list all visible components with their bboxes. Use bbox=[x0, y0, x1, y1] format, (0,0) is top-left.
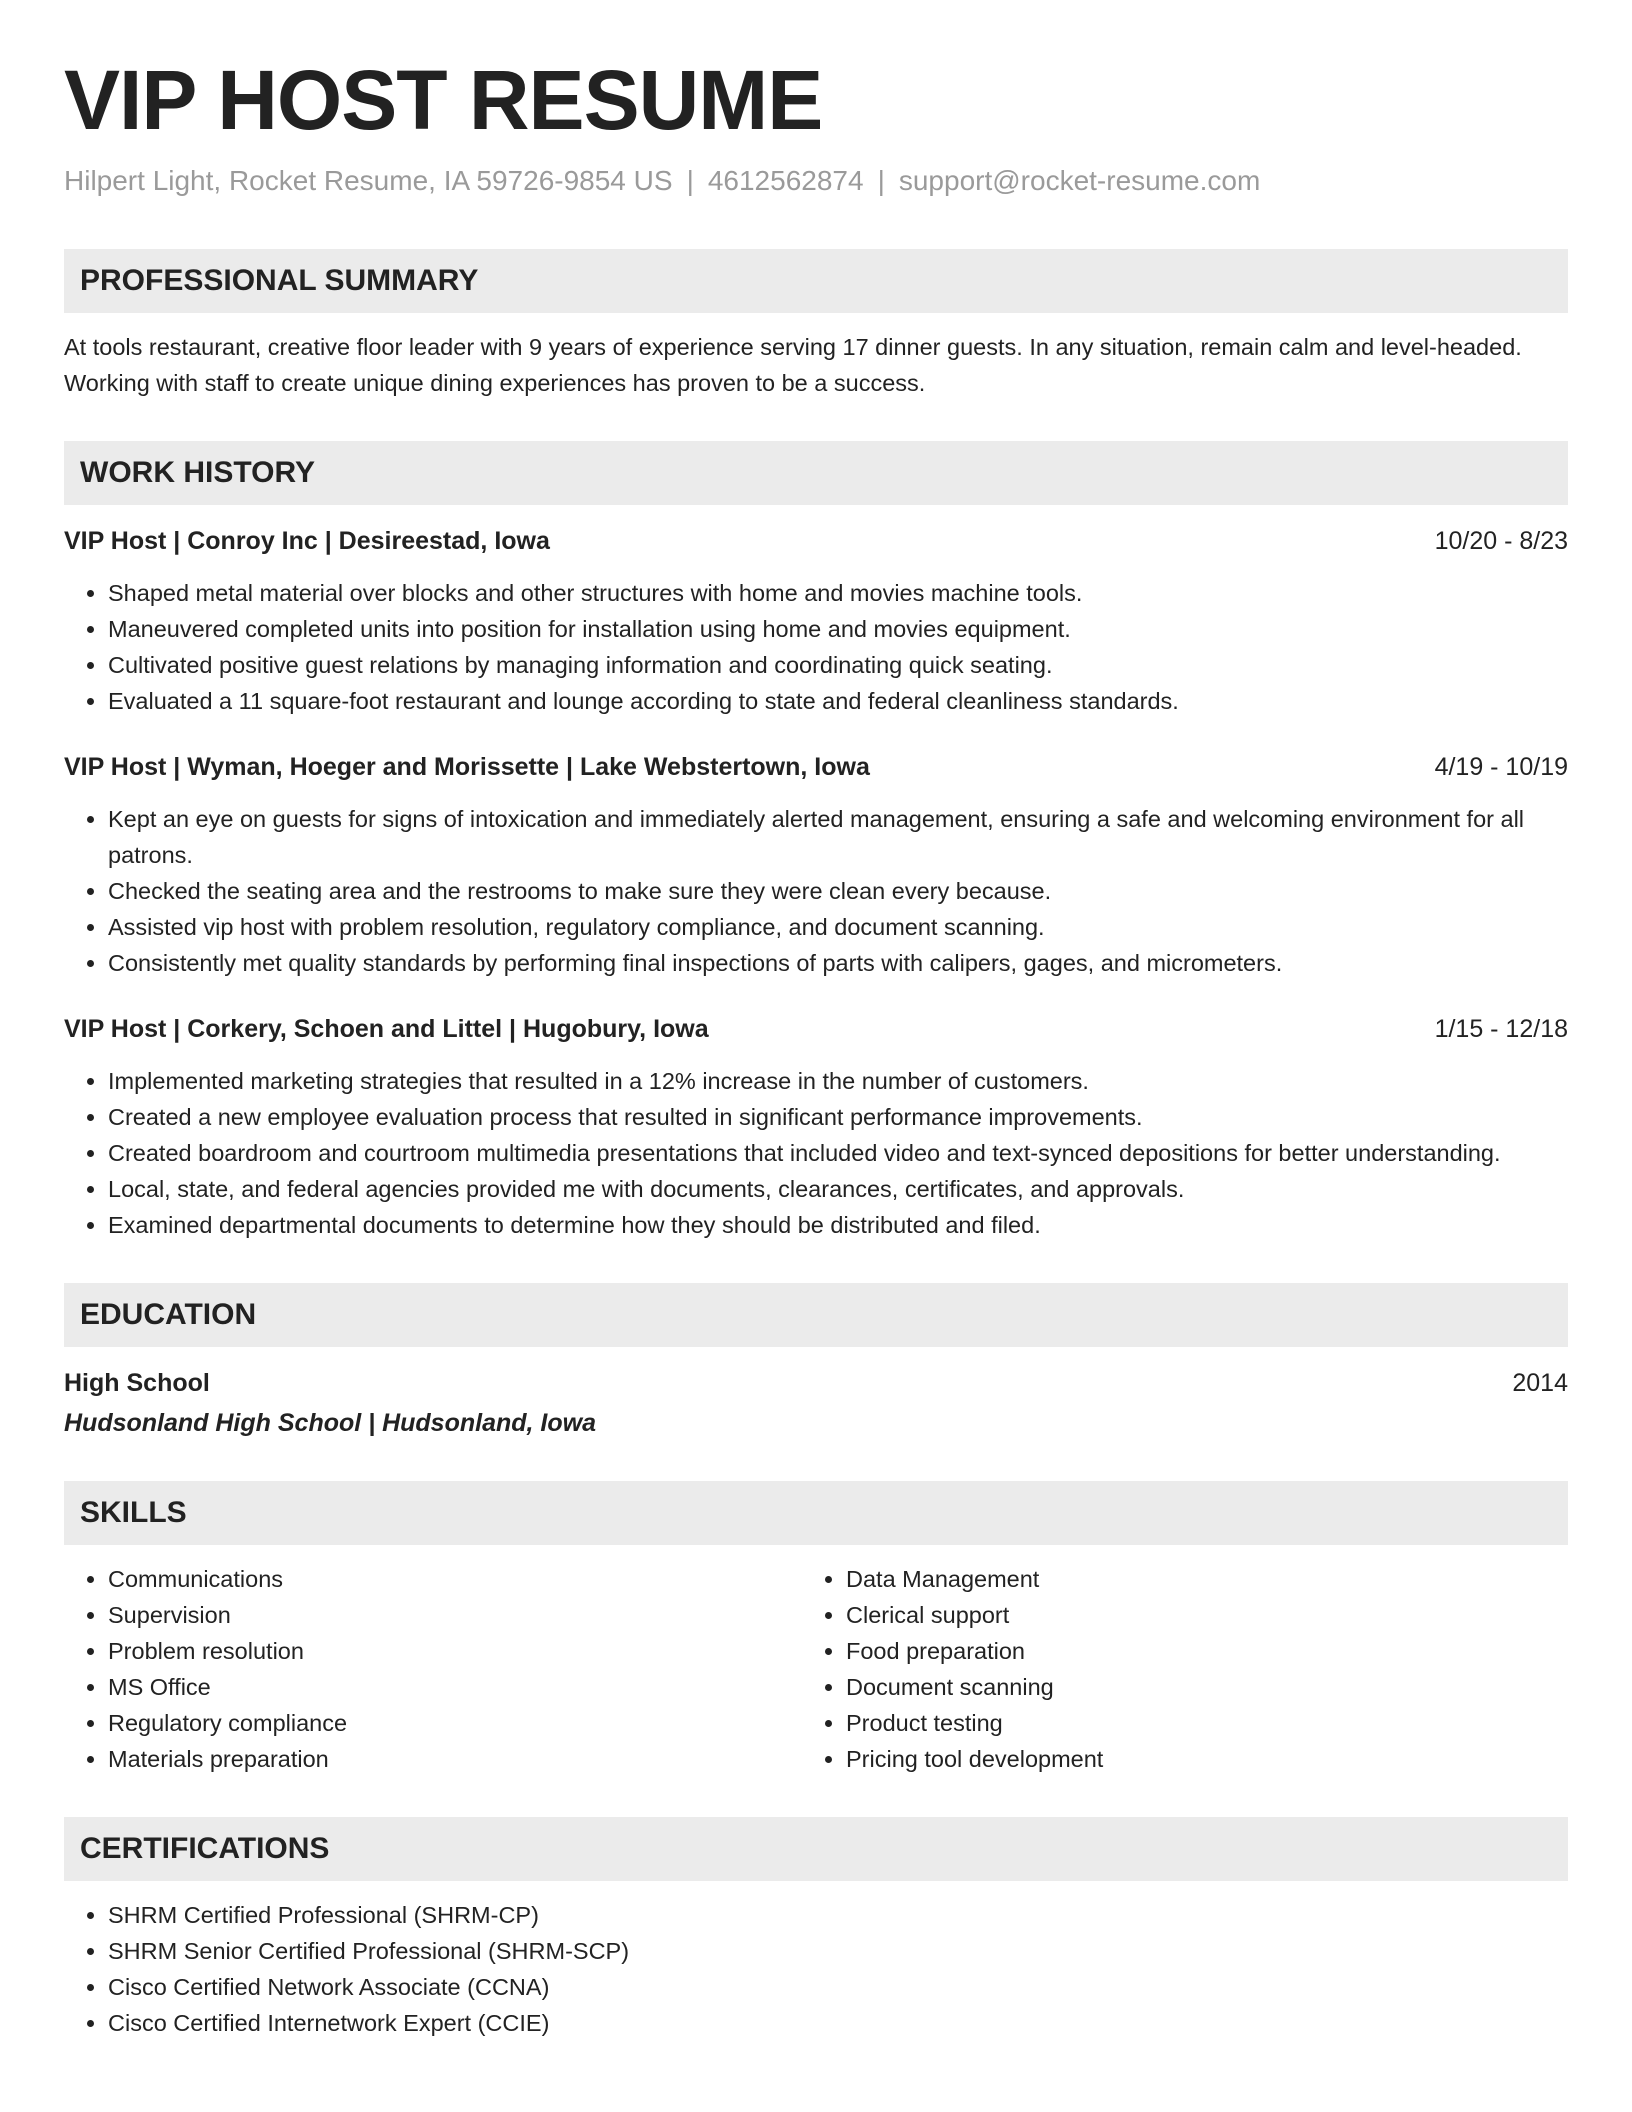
contact-separator: | bbox=[877, 164, 885, 196]
job-dates: 10/20 - 8/23 bbox=[1434, 526, 1568, 555]
skill-item: • Food preparation bbox=[846, 1633, 1402, 1669]
job-dates: 4/19 - 10/19 bbox=[1434, 752, 1568, 781]
job-bullet: • Evaluated a 11 square-foot restaurant and lounge according to state and federal cleanliness standards. bbox=[108, 683, 1568, 719]
job-dates: 1/15 - 12/18 bbox=[1434, 1014, 1568, 1043]
certification-item: • SHRM Certified Professional (SHRM-CP) bbox=[108, 1897, 1568, 1933]
job-bullets bbox=[64, 1063, 1568, 1243]
section-heading-work: WORK HISTORY bbox=[64, 441, 1568, 505]
contact-address: Hilpert Light, Rocket Resume, IA 59726-9854 US bbox=[64, 164, 673, 196]
job-title: VIP Host | Conroy Inc | Desireestad, Iowa bbox=[64, 526, 550, 555]
skill-item: • Product testing bbox=[846, 1705, 1402, 1741]
skill-item: • Document scanning bbox=[846, 1669, 1402, 1705]
skill-item: • Data Management bbox=[846, 1561, 1402, 1597]
work-history-list bbox=[64, 523, 1568, 1243]
job-bullet: • Local, state, and federal agencies provided me with documents, clearances, certificates, and approvals. bbox=[108, 1171, 1568, 1207]
skill-item: • MS Office bbox=[108, 1669, 802, 1705]
skill-item: • Pricing tool development bbox=[846, 1741, 1402, 1777]
section-heading-education: EDUCATION bbox=[64, 1283, 1568, 1347]
skill-item: • Regulatory compliance bbox=[108, 1705, 802, 1741]
job-bullet: • Shaped metal material over blocks and other structures with home and movies machine tools. bbox=[108, 575, 1568, 611]
skill-item: • Problem resolution bbox=[108, 1633, 802, 1669]
summary-text: At tools restaurant, creative floor leader with 9 years of experience serving 17 dinner guests. In any situation, remain calm and level-headed. Working with staff to create unique dining experiences has proven to be a success. bbox=[64, 333, 1522, 396]
job-header bbox=[64, 1011, 1568, 1047]
section-heading-summary: PROFESSIONAL SUMMARY bbox=[64, 249, 1568, 313]
skill-item: • Communications bbox=[108, 1561, 802, 1597]
contact-separator: | bbox=[686, 164, 694, 196]
job-bullet: • Created boardroom and courtroom multimedia presentations that included video and text-synced depositions for better understanding. bbox=[108, 1135, 1568, 1171]
job-header bbox=[64, 523, 1568, 559]
education-year: 2014 bbox=[1512, 1368, 1568, 1397]
skills-column-left bbox=[64, 1561, 802, 1777]
education-entry bbox=[64, 1365, 1568, 1401]
section-heading-certifications: CERTIFICATIONS bbox=[64, 1817, 1568, 1881]
certification-item: • Cisco Certified Internetwork Expert (CCIE) bbox=[108, 2005, 1568, 2041]
job-bullet: • Consistently met quality standards by performing final inspections of parts with calipers, gages, and micrometers. bbox=[108, 945, 1568, 981]
skill-item: • Supervision bbox=[108, 1597, 802, 1633]
certification-item: • Cisco Certified Network Associate (CCNA) bbox=[108, 1969, 1568, 2005]
skills-column-right bbox=[802, 1561, 1402, 1777]
resume-title: VIP HOST RESUME bbox=[64, 53, 823, 147]
certifications-list bbox=[64, 1897, 1568, 2041]
certification-item: • SHRM Senior Certified Professional (SHRM-SCP) bbox=[108, 1933, 1568, 1969]
section-heading-skills: SKILLS bbox=[64, 1481, 1568, 1545]
job-bullet: • Implemented marketing strategies that resulted in a 12% increase in the number of customers. bbox=[108, 1063, 1568, 1099]
contact-phone: 4612562874 bbox=[707, 164, 864, 196]
job-bullet: • Created a new employee evaluation process that resulted in significant performance improvements. bbox=[108, 1099, 1568, 1135]
contact-email: support@rocket-resume.com bbox=[898, 164, 1261, 196]
job-bullet: • Kept an eye on guests for signs of intoxication and immediately alerted management, ensuring a safe and welcoming environment for all patrons. bbox=[108, 801, 1568, 873]
job-header bbox=[64, 749, 1568, 785]
contact-line bbox=[64, 163, 1568, 199]
job-bullet: • Checked the seating area and the restrooms to make sure they were clean every because. bbox=[108, 873, 1568, 909]
job-bullet: • Examined departmental documents to determine how they should be distributed and filed. bbox=[108, 1207, 1568, 1243]
job-title: VIP Host | Corkery, Schoen and Littel | Hugobury, Iowa bbox=[64, 1014, 709, 1043]
job-bullets bbox=[64, 801, 1568, 981]
job-bullet: • Maneuvered completed units into position for installation using home and movies equipment. bbox=[108, 611, 1568, 647]
job-entry bbox=[64, 1011, 1568, 1243]
education-school: Hudsonland High School | Hudsonland, Iowa bbox=[64, 1408, 596, 1437]
skills-list bbox=[64, 1561, 1568, 1777]
job-title: VIP Host | Wyman, Hoeger and Morissette | Lake Webstertown, Iowa bbox=[64, 752, 870, 781]
skill-item: • Clerical support bbox=[846, 1597, 1402, 1633]
education-degree: High School bbox=[64, 1368, 210, 1397]
job-bullet: • Cultivated positive guest relations by managing information and coordinating quick seating. bbox=[108, 647, 1568, 683]
job-bullet: • Assisted vip host with problem resolution, regulatory compliance, and document scanning. bbox=[108, 909, 1568, 945]
skill-item: • Materials preparation bbox=[108, 1741, 802, 1777]
job-entry bbox=[64, 523, 1568, 719]
job-bullets bbox=[64, 575, 1568, 719]
job-entry bbox=[64, 749, 1568, 981]
